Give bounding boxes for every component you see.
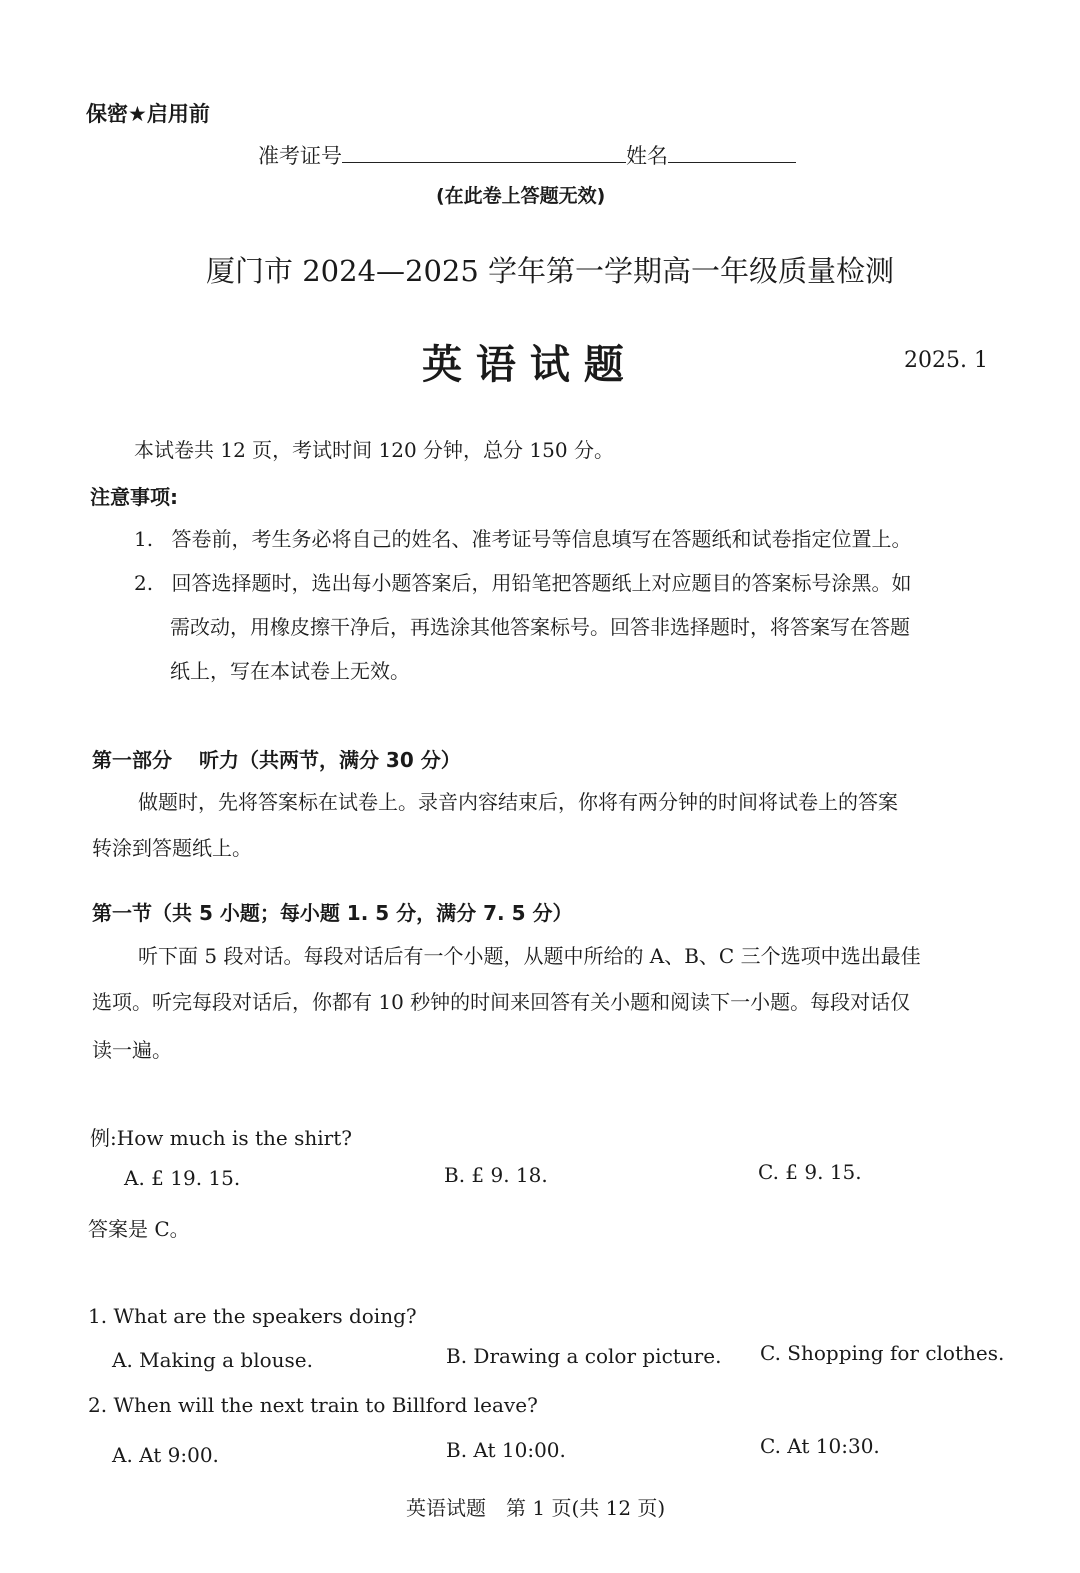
question-number: 1. (88, 1304, 108, 1328)
question-2-option-b: B. At 10:00. (446, 1438, 566, 1462)
question-1-option-c: C. Shopping for clothes. (760, 1341, 1005, 1365)
section1-heading: 第一节（共 5 小题；每小题 1. 5 分，满分 7. 5 分） (92, 901, 573, 925)
section1-desc-line3: 读一遍。 (92, 1038, 172, 1062)
note-number: 1. (134, 527, 154, 551)
example-question (90, 1122, 352, 1151)
part1-desc-line2: 转涂到答题纸上。 (92, 836, 252, 860)
note-number: 2. (134, 571, 154, 595)
part1-label: 第一部分 (92, 748, 172, 772)
note-text: 答卷前，考生务必将自己的姓名、准考证号等信息填写在答题纸和试卷指定位置上。 (171, 527, 912, 551)
exam-date: 2025. 1 (904, 348, 988, 373)
example-option-c: C. £ 9. 15. (758, 1160, 862, 1184)
section1-desc-line1: 听下面 5 段对话。每段对话后有一个小题，从题中所给的 A、B、C 三个选项中选出最佳 (138, 944, 921, 968)
note-item-2-line3: 纸上，写在本试卷上无效。 (170, 659, 410, 683)
question-1-option-a: A. Making a blouse. (112, 1348, 313, 1372)
page-footer: 英语试题 第 1 页(共 12 页) (406, 1496, 666, 1520)
invalid-note: (在此卷上答题无效) (436, 185, 606, 207)
part1-heading (92, 744, 461, 773)
part1-title: 听力（共两节，满分 30 分） (198, 748, 461, 772)
note-item-2-line2: 需改动，用橡皮擦干净后，再选涂其他答案标号。回答非选择题时，将答案写在答题 (170, 615, 910, 639)
note-item-1 (134, 523, 911, 552)
candidate-info-line (258, 140, 796, 170)
example-question-text: How much is the shirt? (116, 1126, 352, 1150)
example-option-b: B. £ 9. 18. (444, 1163, 548, 1187)
name-blank (668, 140, 796, 163)
question-text: What are the speakers doing? (113, 1304, 417, 1328)
note-item-2 (134, 567, 911, 596)
exam-title: 厦门市 2024—2025 学年第一学期高一年级质量检测 (206, 254, 895, 288)
question-text: When will the next train to Billford leave? (113, 1393, 538, 1417)
exam-intro: 本试卷共 12 页，考试时间 120 分钟，总分 150 分。 (134, 438, 614, 462)
name-label: 姓名 (626, 144, 668, 168)
confidential-label: 保密★启用前 (86, 102, 210, 126)
subject-title: 英 语 试 题 (422, 341, 624, 388)
question-1-option-b: B. Drawing a color picture. (446, 1344, 722, 1368)
question-2-option-c: C. At 10:30. (760, 1434, 880, 1458)
part1-desc-line1: 做题时，先将答案标在试卷上。录音内容结束后，你将有两分钟的时间将试卷上的答案 (138, 790, 898, 814)
question-2 (88, 1393, 538, 1417)
notes-heading: 注意事项: (90, 485, 178, 509)
question-number: 2. (88, 1393, 108, 1417)
exam-id-blank (342, 140, 626, 163)
exam-id-label: 准考证号 (258, 144, 342, 168)
section1-desc-line2: 选项。听完每段对话后，你都有 10 秒钟的时间来回答有关小题和阅读下一小题。每段对话仅 (92, 990, 911, 1014)
example-label: 例: (90, 1126, 117, 1150)
question-1 (88, 1304, 417, 1328)
example-option-a: A. £ 19. 15. (124, 1166, 241, 1190)
question-2-option-a: A. At 9:00. (112, 1443, 219, 1467)
note-text: 回答选择题时，选出每小题答案后，用铅笔把答题纸上对应题目的答案标号涂黑。如 (171, 571, 912, 595)
example-answer: 答案是 C。 (88, 1217, 190, 1241)
